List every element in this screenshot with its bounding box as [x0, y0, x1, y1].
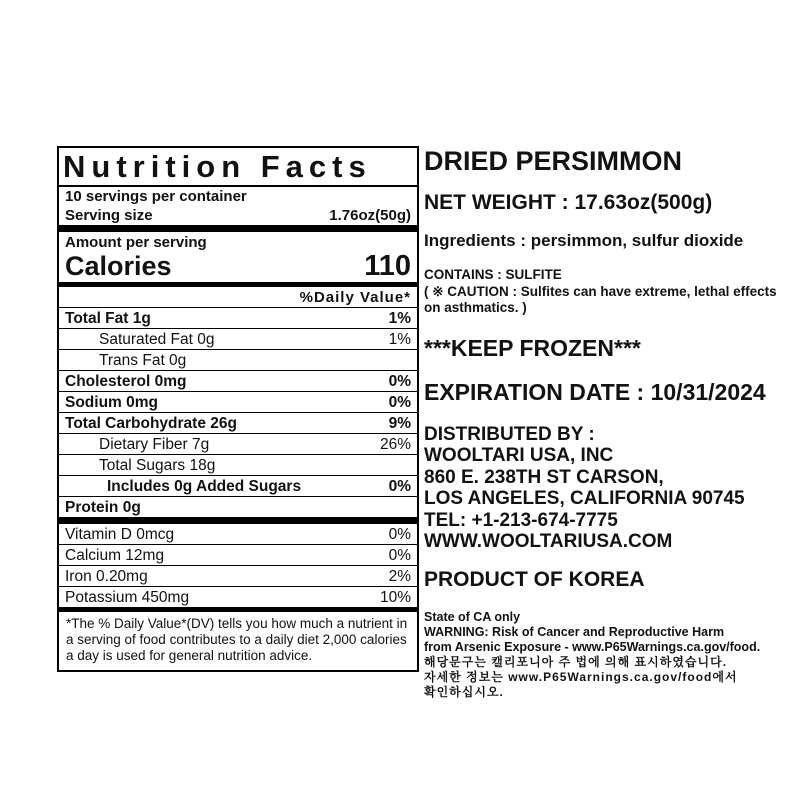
nutrient-row-added-sugars: [59, 476, 417, 497]
serving-size-row: [59, 206, 417, 225]
nutrient-row-trans-fat: [59, 350, 417, 371]
caution-statement: ( ※ CAUTION : Sulfites can have extreme, lethal effects on asthmatics. ): [424, 283, 777, 315]
warning-korean-line-1: 해당문구는 캘리포니아 주 법에 의해 표시하였습니다.: [424, 654, 728, 669]
serving-size-value: 1.76oz(50g): [329, 207, 411, 224]
nutrient-row-total-sugars: [59, 455, 417, 476]
daily-value-footnote: *The % Daily Value*(DV) tells you how much a nutrient in a serving of food contributes to a daily diet 2,000 calories a day is used for general nutrition advice.: [66, 616, 408, 663]
warning-line-2: from Arsenic Exposure - www.P65Warnings.ca.gov/food.: [424, 639, 761, 654]
calories-row: [59, 252, 417, 282]
product-info-column: [424, 146, 792, 700]
contains-statement: CONTAINS : SULFITE: [424, 267, 562, 282]
nutrient-dv: 1%: [388, 310, 411, 327]
nutrient-row-dietary-fiber: [59, 434, 417, 455]
daily-value-header: %Daily Value*: [59, 287, 417, 308]
nutrient-name: Total Sugars 18g: [99, 457, 216, 474]
nutrient-dv: 0%: [388, 547, 411, 564]
nutrient-name: Dietary Fiber 7g: [99, 436, 210, 453]
distributor-street: 860 E. 238TH ST CARSON,: [424, 466, 664, 488]
servings-per-container: 10 servings per container: [65, 188, 247, 205]
nutrient-name: Sodium 0mg: [65, 394, 159, 411]
nutrient-dv: 26%: [379, 436, 411, 453]
serving-size-label: Serving size: [65, 207, 153, 224]
ingredients: Ingredients : persimmon, sulfur dioxide: [424, 231, 744, 250]
nutrient-row-total-carbohydrate: [59, 413, 417, 434]
calories-label: Calories: [65, 251, 172, 281]
prop65-warning-block: [424, 610, 792, 700]
nutrient-dv: 0%: [388, 373, 411, 390]
distributor-company: WOOLTARI USA, INC: [424, 445, 614, 466]
warning-korean-line-2: 자세한 정보는 www.P65Warnings.ca.gov/food에서: [424, 669, 738, 684]
nutrient-dv: 10%: [379, 589, 411, 606]
nutrient-name: Cholesterol 0mg: [65, 373, 187, 390]
distributor-city: LOS ANGELES, CALIFORNIA 90745: [424, 488, 745, 509]
thick-divider: [59, 517, 417, 524]
nutrient-name: Iron 0.20mg: [65, 568, 148, 585]
calories-value: 110: [364, 250, 411, 282]
nutrient-dv: 0%: [388, 478, 411, 495]
thick-divider: [59, 225, 417, 232]
expiration-date: EXPIRATION DATE : 10/31/2024: [424, 378, 766, 405]
nutrient-name: Protein 0g: [65, 499, 141, 516]
amount-per-serving-label: Amount per serving: [65, 234, 207, 251]
product-name: DRIED PERSIMMON: [424, 146, 683, 176]
nutrient-row-total-fat: [59, 308, 417, 329]
nutrient-row-sodium: [59, 392, 417, 413]
distributor-phone: TEL: +1-213-674-7775: [424, 509, 618, 531]
nutrient-name: Saturated Fat 0g: [99, 331, 215, 348]
nutrient-dv: 0%: [388, 526, 411, 543]
warning-line-1: WARNING: Risk of Cancer and Reproductive Harm: [424, 624, 725, 639]
nutrient-row-protein: [59, 497, 417, 517]
vitamin-row-calcium: [59, 545, 417, 566]
nutrient-name: Total Carbohydrate 26g: [65, 415, 237, 432]
warning-scope: State of CA only: [424, 609, 521, 624]
vitamin-row-vitamin-d: [59, 524, 417, 545]
nutrition-facts-panel: [57, 146, 419, 672]
nutrient-row-saturated-fat: [59, 329, 417, 350]
net-weight: NET WEIGHT : 17.63oz(500g): [424, 191, 713, 214]
nutrient-dv: 1%: [388, 331, 411, 348]
keep-frozen-notice: ***KEEP FROZEN***: [424, 334, 641, 361]
nutrient-name: Calcium 12mg: [65, 547, 165, 564]
vitamin-row-potassium: [59, 587, 417, 607]
nutrient-dv: 0%: [388, 394, 411, 411]
nutrient-dv: 9%: [388, 415, 411, 432]
nutrient-name: Trans Fat 0g: [99, 352, 187, 369]
vitamin-row-iron: [59, 566, 417, 587]
nutrient-name: Includes 0g Added Sugars: [107, 478, 302, 495]
nutrient-dv: 2%: [388, 568, 411, 585]
warning-korean-line-3: 확인하십시오.: [424, 684, 504, 699]
nutrient-name: Potassium 450mg: [65, 589, 190, 606]
allergen-block: [424, 267, 792, 317]
nutrient-name: Vitamin D 0mcg: [65, 526, 175, 543]
nutrition-facts-title: Nutrition Facts: [59, 148, 417, 187]
distributor-block: [424, 424, 792, 553]
country-of-origin: PRODUCT OF KOREA: [424, 567, 645, 591]
distributor-heading: DISTRIBUTED BY :: [424, 423, 595, 445]
nutrient-row-cholesterol: [59, 371, 417, 392]
nutrient-name: Total Fat 1g: [65, 310, 151, 327]
distributor-website: WWW.WOOLTARIUSA.COM: [424, 531, 673, 552]
